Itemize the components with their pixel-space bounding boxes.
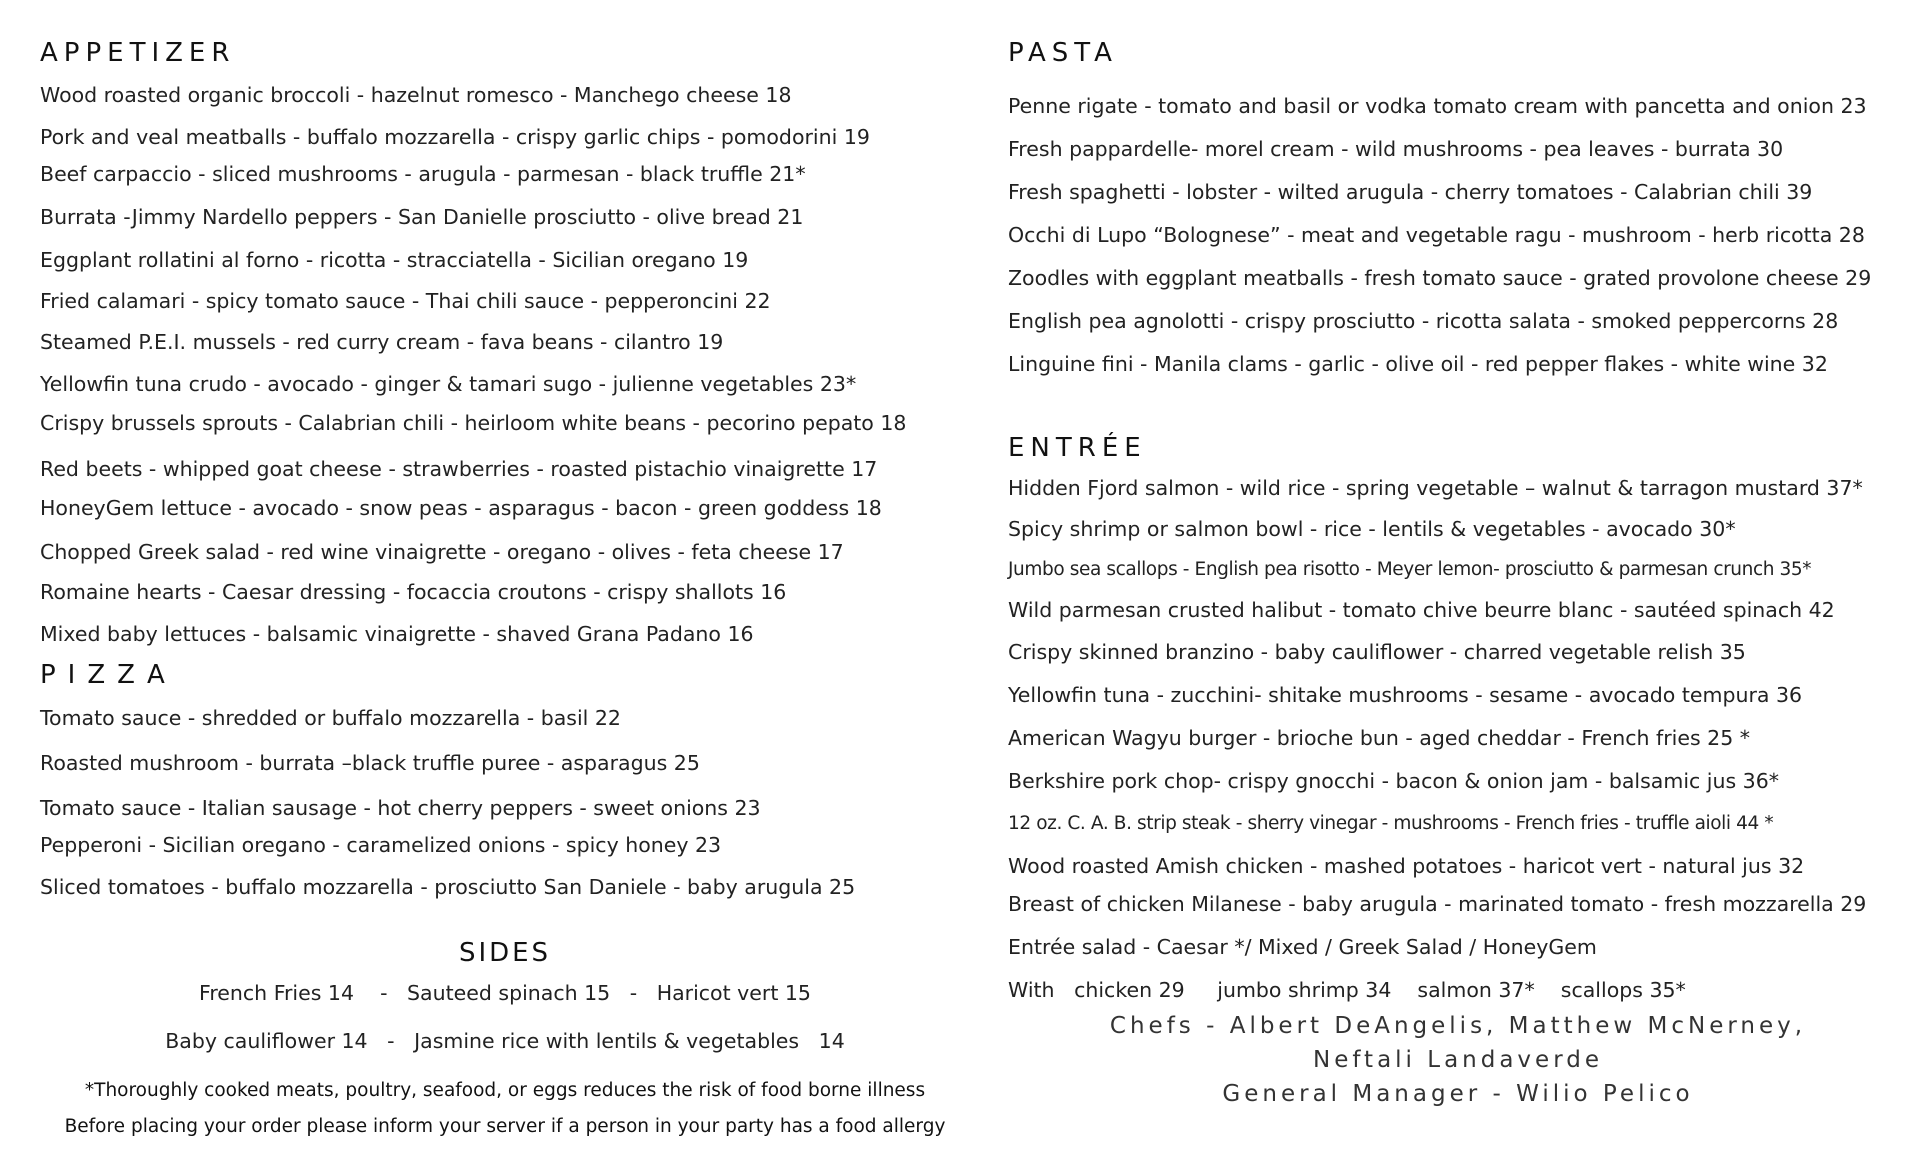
entree-item: Hidden Fjord salmon - wild rice - spring vegetable – walnut & tarragon mustard 37* (1008, 476, 1863, 500)
appetizer-item: Yellowfin tuna crudo - avocado - ginger & tamari sugo - julienne vegetables 23* (40, 372, 857, 396)
entree-item: American Wagyu burger - brioche bun - aged cheddar - French fries 25 * (1008, 726, 1751, 750)
pasta-item: Linguine fini - Manila clams - garlic - olive oil - red pepper flakes - white wine 32 (1008, 352, 1828, 376)
chefs-credit: Chefs - Albert DeAngelis, Matthew McNerney, (1109, 1013, 1807, 1039)
pasta-item: Zoodles with eggplant meatballs - fresh tomato sauce - grated provolone cheese 29 (1008, 266, 1872, 290)
appetizer-item: Wood roasted organic broccoli - hazelnut romesco - Manchego cheese 18 (40, 83, 792, 107)
entree-item: Crispy skinned branzino - baby cauliflower - charred vegetable relish 35 (1008, 640, 1746, 664)
appetizer-item: Beef carpaccio - sliced mushrooms - arugula - parmesan - black truffle 21* (40, 162, 806, 186)
entree-item: Breast of chicken Milanese - baby arugula - marinated tomato - fresh mozzarella 29 (1008, 892, 1867, 916)
appetizer-item: Red beets - whipped goat cheese - strawberries - roasted pistachio vinaigrette 17 (40, 457, 878, 481)
pasta-item: Occhi di Lupo “Bolognese” - meat and vegetable ragu - mushroom - herb ricotta 28 (1008, 223, 1865, 247)
entree-heading: ENTRÉE (1008, 433, 1147, 463)
pasta-item: Penne rigate - tomato and basil or vodka tomato cream with pancetta and onion 23 (1008, 94, 1867, 118)
appetizer-item: Fried calamari - spicy tomato sauce - Thai chili sauce - pepperoncini 22 (40, 289, 771, 313)
allergy-note: Before placing your order please inform your server if a person in your party has a food allergy (64, 1116, 946, 1137)
pizza-heading: PIZZA (40, 660, 177, 690)
entree-item: Yellowfin tuna - zucchini- shitake mushrooms - sesame - avocado tempura 36 (1008, 683, 1803, 707)
food-safety-note: *Thoroughly cooked meats, poultry, seafood, or eggs reduces the risk of food borne illness (84, 1080, 926, 1101)
appetizer-item: Burrata -Jimmy Nardello peppers - San Danielle prosciutto - olive bread 21 (40, 205, 804, 229)
sides-line: French Fries 14 - Sauteed spinach 15 - Haricot vert 15 (199, 981, 811, 1005)
entree-protein-addons: With chicken 29 jumbo shrimp 34 salmon 37* scallops 35* (1008, 978, 1686, 1002)
entree-item: Wild parmesan crusted halibut - tomato chive beurre blanc - sautéed spinach 42 (1008, 598, 1835, 622)
appetizer-heading: APPETIZER (40, 38, 236, 68)
pasta-item: Fresh pappardelle- morel cream - wild mushrooms - pea leaves - burrata 30 (1008, 137, 1784, 161)
pasta-item: English pea agnolotti - crispy prosciutto - ricotta salata - smoked peppercorns 28 (1008, 309, 1839, 333)
appetizer-item: Pork and veal meatballs - buffalo mozzarella - crispy garlic chips - pomodorini 19 (40, 125, 870, 149)
entree-item: Jumbo sea scallops - English pea risotto - Meyer lemon- prosciutto & parmesan crunch 35* (1008, 559, 1812, 580)
entree-item: Wood roasted Amish chicken - mashed potatoes - haricot vert - natural jus 32 (1008, 854, 1805, 878)
sides-line: Baby cauliflower 14 - Jasmine rice with lentils & vegetables 14 (165, 1029, 845, 1053)
pizza-item: Tomato sauce - shredded or buffalo mozzarella - basil 22 (40, 706, 621, 730)
chefs-credit-continued: Neftali Landaverde (1313, 1047, 1603, 1073)
appetizer-item: Eggplant rollatini al forno - ricotta - stracciatella - Sicilian oregano 19 (40, 248, 749, 272)
appetizer-item: Chopped Greek salad - red wine vinaigrette - oregano - olives - feta cheese 17 (40, 540, 844, 564)
general-manager-credit: General Manager - Wilio Pelico (1222, 1081, 1694, 1107)
pasta-item: Fresh spaghetti - lobster - wilted arugula - cherry tomatoes - Calabrian chili 39 (1008, 180, 1813, 204)
sides-heading: SIDES (458, 938, 552, 968)
pizza-item: Roasted mushroom - burrata –black truffle puree - asparagus 25 (40, 751, 700, 775)
pasta-heading: PASTA (1008, 38, 1118, 68)
appetizer-item: HoneyGem lettuce - avocado - snow peas - asparagus - bacon - green goddess 18 (40, 496, 882, 520)
pizza-item: Tomato sauce - Italian sausage - hot cherry peppers - sweet onions 23 (40, 796, 761, 820)
entree-item: Berkshire pork chop- crispy gnocchi - bacon & onion jam - balsamic jus 36* (1008, 769, 1780, 793)
entree-item: Spicy shrimp or salmon bowl - rice - lentils & vegetables - avocado 30* (1008, 517, 1736, 541)
appetizer-item: Mixed baby lettuces - balsamic vinaigrette - shaved Grana Padano 16 (40, 622, 754, 646)
appetizer-item: Romaine hearts - Caesar dressing - focaccia croutons - crispy shallots 16 (40, 580, 787, 604)
appetizer-item: Steamed P.E.I. mussels - red curry cream - fava beans - cilantro 19 (40, 330, 724, 354)
pizza-item: Sliced tomatoes - buffalo mozzarella - prosciutto San Daniele - baby arugula 25 (40, 875, 856, 899)
entree-item: Entrée salad - Caesar */ Mixed / Greek Salad / HoneyGem (1008, 935, 1597, 959)
pizza-item: Pepperoni - Sicilian oregano - caramelized onions - spicy honey 23 (40, 833, 722, 857)
appetizer-item: Crispy brussels sprouts - Calabrian chili - heirloom white beans - pecorino pepato 18 (40, 411, 907, 435)
entree-item: 12 oz. C. A. B. strip steak - sherry vinegar - mushrooms - French fries - truffle aioli 44 * (1008, 813, 1774, 834)
